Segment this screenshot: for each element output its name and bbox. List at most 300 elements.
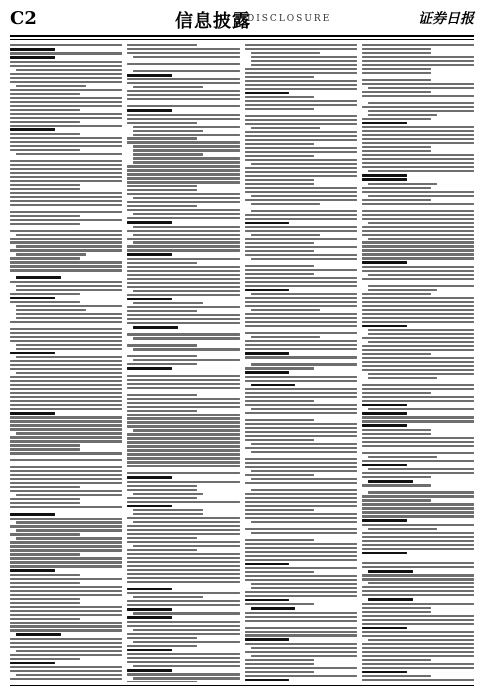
text-line [127, 230, 239, 232]
text-line [10, 241, 122, 243]
text-line [10, 678, 122, 680]
text-line [362, 249, 474, 251]
text-line [245, 344, 357, 346]
text-line [362, 345, 474, 347]
text-line [133, 629, 239, 631]
text-line [362, 635, 474, 637]
text-line [127, 48, 239, 50]
text-line [127, 383, 239, 385]
text-line [10, 625, 122, 627]
text-line [127, 105, 239, 107]
text-line [10, 384, 122, 386]
text-line [127, 209, 239, 211]
text-line [127, 517, 239, 519]
text-line [133, 665, 239, 667]
text-line [245, 631, 357, 633]
text-line [245, 547, 357, 549]
text-line [362, 365, 474, 367]
text-line [127, 94, 239, 96]
text-line [16, 313, 122, 315]
text-line [16, 317, 122, 319]
text-line [245, 159, 357, 161]
text-line [127, 537, 197, 539]
text-line [16, 674, 122, 676]
text-line [245, 505, 357, 507]
text-line [10, 101, 122, 103]
text-line [368, 456, 438, 458]
text-line [368, 87, 474, 89]
text-line [127, 529, 239, 531]
text-line [368, 528, 438, 530]
text-line [10, 618, 80, 620]
page-footer [10, 685, 474, 694]
text-line [362, 420, 474, 422]
text-line [10, 196, 122, 198]
text-line [368, 170, 474, 172]
text-line [245, 48, 357, 50]
text-line [245, 277, 357, 279]
text-line [251, 470, 357, 472]
text-line [10, 364, 122, 366]
text-line [133, 612, 239, 614]
text-line [362, 210, 474, 212]
text-line [127, 681, 197, 682]
text-line [127, 485, 197, 487]
text-line [245, 555, 357, 557]
text-line [245, 659, 315, 661]
text-line [251, 607, 296, 610]
text-line [16, 69, 122, 71]
text-line [251, 210, 357, 212]
text-line [245, 131, 357, 133]
text-line [245, 627, 357, 629]
text-line [10, 321, 122, 323]
text-line [245, 603, 315, 605]
text-line [127, 637, 197, 639]
text-line [10, 368, 122, 370]
text-line [16, 153, 122, 155]
text-line [245, 222, 290, 225]
text-line [245, 332, 357, 334]
text-line [10, 549, 122, 551]
text-line [362, 199, 432, 201]
text-line [133, 677, 239, 679]
text-line [10, 81, 122, 83]
text-line [10, 176, 122, 178]
text-line [362, 499, 432, 501]
text-line [245, 539, 315, 541]
text-line [362, 52, 432, 54]
text-line [10, 666, 122, 668]
text-line [251, 655, 357, 657]
text-line [362, 68, 432, 70]
column-1-text [10, 44, 122, 682]
text-line [10, 408, 122, 410]
text-line [362, 578, 474, 580]
text-line [10, 506, 122, 508]
text-line [245, 325, 357, 327]
text-line [133, 513, 203, 515]
text-line [245, 356, 357, 358]
text-line [10, 376, 122, 378]
text-line [127, 258, 239, 260]
text-line [10, 474, 122, 476]
text-line [362, 472, 474, 474]
text-line [245, 214, 357, 216]
text-line [10, 452, 122, 454]
text-line [10, 168, 122, 170]
text-line [10, 125, 122, 127]
text-line [245, 68, 357, 70]
text-line [127, 294, 239, 296]
text-line [10, 293, 80, 295]
text-line [127, 657, 239, 659]
text-line [251, 451, 357, 453]
text-line [16, 494, 122, 496]
text-line [127, 673, 239, 675]
text-line [362, 337, 474, 339]
text-line [362, 154, 474, 156]
text-line [251, 56, 357, 58]
text-line [10, 219, 122, 221]
text-line [133, 290, 239, 292]
text-line [127, 355, 197, 357]
text-line [10, 65, 122, 67]
text-line [127, 425, 239, 427]
text-line [245, 435, 357, 437]
text-line [368, 114, 438, 116]
text-line [245, 226, 357, 228]
text-line [10, 184, 80, 186]
text-line [245, 466, 357, 468]
text-line [245, 269, 357, 271]
text-line [368, 222, 474, 224]
text-line [368, 183, 438, 185]
text-line [127, 177, 239, 179]
text-line [127, 402, 239, 404]
text-line [10, 404, 122, 406]
text-line [16, 276, 61, 279]
text-line [362, 392, 432, 394]
text-line [127, 553, 239, 555]
text-line [127, 286, 239, 288]
text-line [368, 570, 413, 573]
text-line [127, 379, 239, 381]
text-line [362, 95, 474, 97]
text-line [362, 388, 474, 390]
text-line [362, 603, 474, 605]
text-line [127, 245, 239, 247]
text-line [133, 197, 239, 199]
text-line [10, 180, 122, 182]
text-line [251, 363, 357, 365]
text-line [251, 163, 357, 165]
text-line [245, 317, 357, 319]
text-line [10, 297, 55, 300]
column-2 [127, 44, 239, 682]
text-line [10, 211, 122, 213]
text-line [127, 441, 239, 443]
text-line [10, 533, 80, 535]
text-line [127, 205, 197, 207]
text-line [362, 574, 474, 576]
text-line [127, 394, 197, 396]
text-line [133, 226, 239, 228]
text-line [245, 119, 357, 121]
text-line [362, 134, 474, 136]
text-line [245, 474, 315, 476]
text-line [245, 371, 290, 374]
text-line [245, 404, 357, 406]
text-line [362, 309, 474, 311]
text-line [245, 147, 357, 149]
text-line [362, 631, 474, 633]
text-line [251, 443, 357, 445]
text-line [362, 301, 474, 303]
text-line [133, 302, 203, 304]
text-line [10, 594, 122, 596]
text-line [10, 565, 122, 567]
text-line [127, 270, 239, 272]
text-line [245, 431, 357, 433]
text-line [10, 658, 80, 660]
text-line [368, 408, 474, 410]
text-line [362, 484, 432, 486]
text-line [127, 569, 239, 571]
text-line [10, 478, 122, 480]
text-line [362, 651, 474, 653]
text-line [362, 460, 474, 462]
text-line [10, 622, 122, 624]
text-line [127, 417, 239, 419]
text-line [16, 234, 122, 236]
text-line [127, 169, 239, 171]
text-line [10, 670, 122, 672]
text-line [16, 245, 122, 247]
text-line [10, 145, 122, 147]
text-line [362, 507, 474, 509]
text-line [127, 278, 239, 280]
text-line [362, 424, 407, 427]
text-line [16, 432, 122, 434]
text-line [251, 532, 357, 534]
text-line [127, 533, 239, 535]
text-line [362, 619, 474, 621]
text-line [10, 428, 122, 430]
text-line [127, 565, 239, 567]
text-line [362, 667, 474, 669]
text-line [10, 392, 122, 394]
text-line [362, 305, 474, 307]
text-line [10, 141, 122, 143]
text-line [362, 476, 432, 478]
text-line [245, 80, 357, 82]
text-line [245, 679, 290, 682]
text-line [245, 513, 357, 515]
text-line [127, 114, 239, 116]
text-line [245, 88, 357, 90]
text-line [127, 489, 197, 491]
text-line [362, 60, 474, 62]
text-line [245, 388, 357, 390]
text-line [127, 314, 239, 316]
text-line [245, 340, 357, 342]
text-line [362, 44, 474, 46]
text-line [245, 321, 357, 323]
text-line [16, 305, 122, 307]
text-line [127, 238, 239, 240]
text-line [10, 109, 80, 111]
text-line [245, 171, 357, 173]
text-line [127, 52, 239, 54]
text-line [362, 118, 432, 120]
text-line [362, 162, 474, 164]
text-line [362, 130, 474, 132]
text-line [127, 592, 239, 594]
text-line [362, 586, 474, 588]
text-line [362, 150, 432, 152]
text-line [362, 566, 474, 568]
text-line [245, 591, 357, 593]
text-line [10, 61, 122, 63]
text-line [133, 326, 178, 329]
text-line [245, 305, 357, 307]
text-line [245, 72, 357, 74]
text-line [10, 215, 80, 217]
text-line [245, 493, 357, 495]
text-line [10, 52, 122, 54]
text-line [127, 109, 172, 112]
text-line [127, 669, 172, 672]
text-line [127, 306, 239, 308]
text-line [251, 195, 357, 197]
text-line [362, 663, 474, 665]
text-line [245, 599, 290, 602]
text-line [362, 313, 474, 315]
text-line [127, 118, 239, 120]
text-line [127, 90, 239, 92]
text-line [10, 602, 80, 604]
text-line [245, 663, 315, 665]
text-line [127, 253, 172, 256]
text-line [245, 412, 357, 414]
header-rule-thin [10, 39, 474, 40]
text-line [245, 667, 357, 669]
text-line [10, 646, 122, 648]
text-line [362, 230, 474, 232]
text-line [362, 253, 474, 255]
text-line [10, 486, 80, 488]
text-line [127, 363, 197, 365]
text-line [10, 590, 122, 592]
text-line [362, 679, 474, 681]
text-line [251, 336, 321, 338]
text-line [10, 606, 122, 608]
text-line [133, 234, 239, 236]
text-line [127, 173, 239, 175]
text-line [10, 561, 122, 563]
text-line [362, 241, 474, 243]
text-line [362, 441, 474, 443]
text-line [245, 139, 357, 141]
text-line [10, 490, 122, 492]
section-title: 信息披露 [175, 11, 251, 32]
text-line [362, 396, 474, 398]
text-line [133, 130, 203, 132]
text-line [10, 89, 122, 91]
text-line [127, 505, 172, 508]
text-line [245, 104, 357, 106]
text-line [10, 459, 122, 461]
text-line [251, 587, 357, 589]
text-line [245, 575, 357, 577]
text-line [16, 529, 122, 531]
text-line [245, 367, 315, 369]
text-line [16, 372, 122, 374]
text-line [245, 242, 315, 244]
text-line [10, 188, 80, 190]
text-line [10, 578, 122, 580]
text-line [362, 122, 407, 125]
text-line [251, 489, 357, 491]
text-line [362, 412, 407, 415]
text-line [362, 627, 407, 630]
text-line [245, 571, 315, 573]
text-line [127, 421, 239, 423]
text-line [245, 246, 357, 248]
text-line [362, 655, 474, 657]
text-line [127, 274, 239, 276]
text-line [362, 321, 474, 323]
text-line [127, 262, 197, 264]
text-line [10, 545, 122, 547]
text-line [245, 612, 357, 614]
text-line [245, 517, 357, 519]
text-line [362, 126, 474, 128]
text-line [368, 491, 474, 493]
text-line [362, 464, 407, 467]
text-line [362, 511, 474, 513]
text-line [362, 623, 474, 625]
text-line [368, 341, 474, 343]
text-line [245, 313, 357, 315]
text-line [127, 549, 197, 551]
text-line [10, 470, 122, 472]
text-line [133, 134, 239, 136]
text-line [127, 217, 239, 219]
column-3 [245, 44, 357, 682]
text-line [368, 639, 474, 641]
text-line [245, 348, 357, 350]
text-line [10, 498, 80, 500]
text-line [133, 145, 239, 147]
text-line [127, 561, 239, 563]
text-line [245, 273, 315, 275]
text-line [10, 388, 122, 390]
text-line [362, 142, 474, 144]
text-line [127, 573, 239, 575]
text-line [362, 48, 432, 50]
text-line [362, 519, 407, 522]
text-line [10, 261, 122, 263]
text-line [368, 598, 413, 601]
text-line [245, 616, 357, 618]
text-line [245, 501, 357, 503]
text-line [10, 48, 55, 51]
text-line [127, 437, 239, 439]
text-line [133, 56, 239, 58]
text-line [251, 127, 321, 129]
